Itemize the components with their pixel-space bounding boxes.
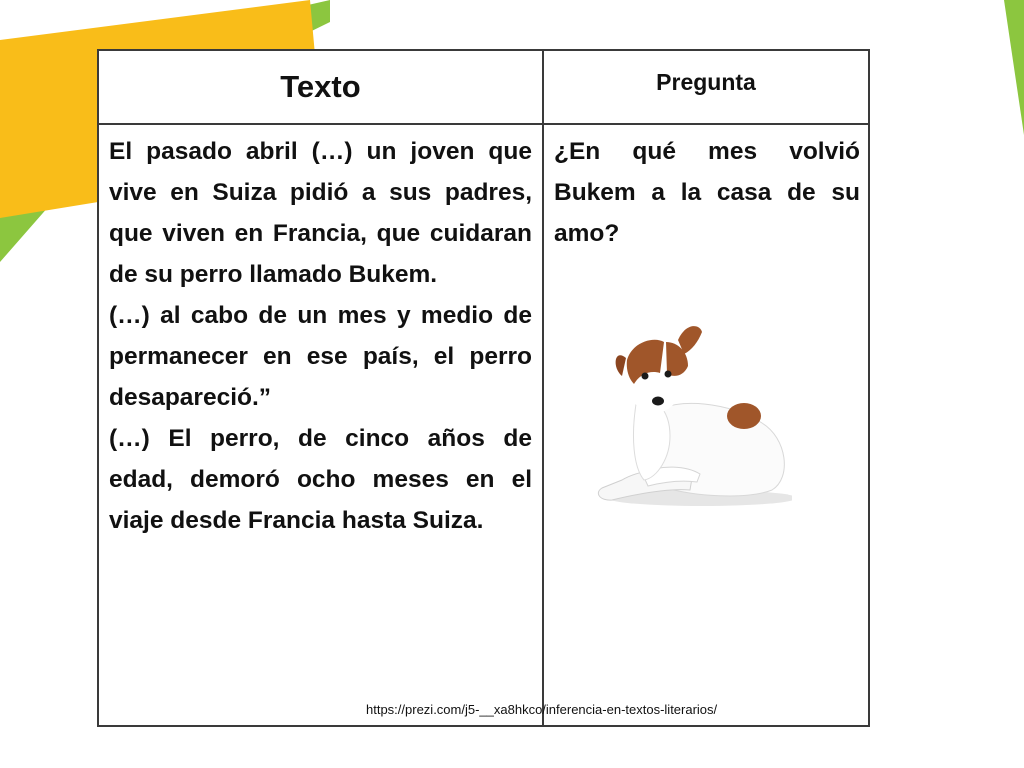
header-texto: Texto	[280, 69, 361, 104]
texto-paragraph: (…) El perro, de cinco años de edad, demoró ocho meses en el viaje desde Francia hasta Suiza.	[109, 425, 532, 534]
green-right-edge-shape	[1004, 0, 1024, 135]
texto-cell	[109, 131, 532, 541]
pregunta-cell	[554, 131, 860, 254]
texto-paragraph: El pasado abril (…) un joven que vive en Suiza pidió a sus padres, que viven en Francia, que cuidaran de su perro llamado Bukem.	[109, 138, 532, 288]
source-link[interactable]: https://prezi.com/j5-__xa8hkco/inferencia-en-textos-literarios/	[366, 702, 718, 717]
header-pregunta: Pregunta	[656, 68, 756, 95]
column-divider	[542, 51, 544, 725]
pregunta-text: ¿En qué mes volvió Bukem a la casa de su amo?	[554, 138, 860, 247]
dog-illustration	[582, 318, 792, 513]
texto-paragraph: (…) al cabo de un mes y medio de permanecer en ese país, el perro desapareció.”	[109, 302, 532, 411]
